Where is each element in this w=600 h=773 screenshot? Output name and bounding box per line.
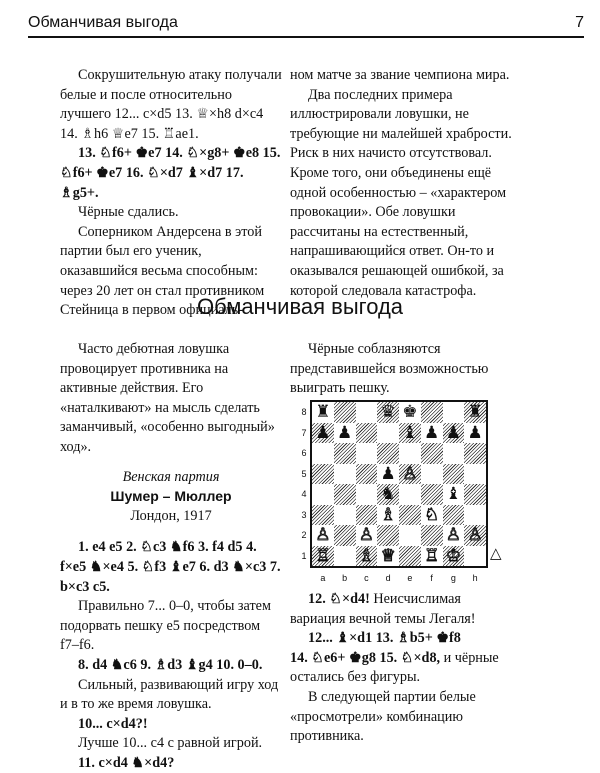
board-square — [399, 546, 421, 567]
board-square — [443, 443, 465, 464]
bottom-left-column — [60, 340, 282, 773]
paragraph: Два последних примера иллюстрировали ловушки, не требующие ни малейшей храбрости. Риск в них начисто отсутствовал. Кроме того, они объединены ещё одной особенностью – «характером провокации». Обе ловушки рассчитаны на естественный, напрашивающийся ответ. Он-то и оказывался решающей ошибкой, за которой следовала катастрофа. — [290, 86, 512, 299]
paragraph: и чёрные остались без фигуры. — [290, 649, 499, 686]
board-square — [399, 484, 421, 505]
file-label: g — [450, 573, 456, 583]
chess-piece-d1: ♕ — [380, 545, 396, 566]
paragraph: Неисчислимая вариация вечной темы Легаля! — [290, 591, 476, 627]
game-place: Лондон, 1917 — [130, 507, 212, 524]
board-square — [399, 525, 421, 546]
board-square — [334, 525, 356, 546]
top-left-column — [60, 66, 282, 321]
board-square — [443, 464, 465, 485]
chess-piece-c2: ♙ — [358, 525, 374, 545]
paragraph: Сокрушительную атаку получали белые и после относительно лучшего 12... c×d5 13. ♕×h8 d×c4 14. ♗h6 ♕e7 15. ♖ae1. — [60, 67, 282, 142]
file-label: h — [472, 573, 478, 583]
game-type: Венская партия — [122, 468, 220, 485]
top-right-column — [290, 66, 512, 301]
chess-piece-g4: ♝ — [445, 484, 461, 504]
board-square — [356, 505, 378, 526]
board-square — [399, 443, 421, 464]
chess-piece-d8: ♛ — [380, 402, 396, 422]
board-square — [421, 443, 443, 464]
board-square — [421, 484, 443, 505]
board-square — [464, 546, 486, 567]
board-square — [464, 505, 486, 526]
chess-piece-f7: ♟ — [424, 422, 440, 443]
page-header — [28, 12, 584, 38]
page-number: 7 — [575, 14, 584, 31]
paragraph: Правильно 7... 0–0, чтобы затем подорвать пешку e5 посредством f7–f6. — [60, 598, 271, 654]
move-line: 11. c×d4 ♞×d4? — [78, 754, 175, 771]
rank-label: 2 — [301, 530, 307, 540]
board-square — [334, 402, 356, 423]
file-label: a — [320, 573, 326, 583]
move-line: 13. ♘f6+ ♚e7 14. ♘×g8+ ♚e8 15. ♘f6+ ♚e7 16. ♘×d7 ♝×d7 17. ♗g5+. — [60, 145, 281, 201]
chess-piece-c1: ♗ — [358, 545, 374, 566]
rank-label: 8 — [301, 407, 307, 417]
move-line: 14. ♘e6+ ♚g8 15. ♘×d8, — [290, 649, 441, 666]
chess-piece-d4: ♞ — [380, 484, 396, 504]
board-square — [464, 464, 486, 485]
chess-piece-a7: ♟ — [315, 422, 331, 443]
board-square — [356, 402, 378, 423]
board-square — [377, 443, 399, 464]
running-title: Обманчивая выгода — [28, 14, 178, 31]
board-square — [334, 443, 356, 464]
board-square — [356, 464, 378, 485]
board-square — [334, 546, 356, 567]
file-label: e — [407, 573, 413, 583]
board-square — [356, 443, 378, 464]
move-line: 12. ♘×d4! — [308, 591, 370, 607]
move-line: 1. e4 e5 2. ♘c3 ♞f6 3. f4 d5 4. f×e5 ♞×e4 5. ♘f3 ♝e7 6. d3 ♞×c3 7. b×c3 c5. — [60, 539, 281, 595]
game-players: Шумер – Мюллер — [110, 488, 232, 505]
file-label: c — [364, 573, 369, 583]
white-to-move-icon: △ — [490, 544, 502, 562]
board-square — [399, 505, 421, 526]
board-square — [421, 464, 443, 485]
rank-label: 5 — [301, 468, 307, 479]
board-square — [421, 402, 443, 423]
board-square — [312, 464, 334, 485]
rank-label: 1 — [301, 550, 307, 561]
rank-label: 4 — [301, 489, 307, 499]
paragraph: Часто дебютная ловушка провоцирует противника на активные действия. Его «наталкивают» на мысль сделать заманчивый, «особенно выгодный» ход». — [60, 341, 275, 455]
chess-piece-g1: ♔ — [445, 545, 461, 566]
board-square — [443, 402, 465, 423]
chess-piece-d5: ♟ — [380, 463, 396, 484]
board-square — [312, 443, 334, 464]
move-line: 8. d4 ♞c6 9. ♗d3 ♝g4 10. 0–0. — [78, 656, 263, 673]
chess-piece-h7: ♟ — [467, 422, 483, 443]
chess-piece-f1: ♖ — [424, 545, 440, 566]
paragraph: Лучше 10... c4 с равной игрой. — [78, 735, 263, 752]
board-square — [334, 484, 356, 505]
paragraph: В следующей партии белые «просмотрели» комбинацию противника. — [290, 688, 476, 745]
chess-piece-a8: ♜ — [315, 402, 331, 422]
file-label: f — [430, 573, 433, 583]
chess-piece-e7: ♝ — [402, 422, 418, 443]
section-title: Обманчивая выгода — [196, 294, 404, 319]
board-square — [312, 484, 334, 505]
paragraph: Сильный, развивающий игру ход и в то же время ловушка. — [60, 676, 279, 713]
bottom-right-column-top — [290, 340, 512, 399]
move-line: 10... c×d4?! — [78, 715, 148, 732]
rank-label: 3 — [301, 509, 307, 520]
chess-piece-g7: ♟ — [445, 422, 461, 443]
chess-piece-b7: ♟ — [337, 422, 353, 443]
board-square — [464, 484, 486, 505]
board-square — [377, 525, 399, 546]
board-square — [464, 443, 486, 464]
chess-piece-h8: ♜ — [467, 402, 483, 422]
paragraph: Чёрные сдались. — [78, 204, 179, 221]
board-square — [334, 505, 356, 526]
file-label: b — [342, 573, 348, 583]
board-square — [421, 525, 443, 546]
board-square — [356, 484, 378, 505]
board-square — [312, 505, 334, 526]
chess-piece-e5: ♙ — [402, 463, 418, 484]
chess-piece-d3: ♗ — [380, 504, 396, 525]
paragraph: Чёрные соблазняются представившейся возможностью выиграть пешку. — [290, 341, 489, 397]
chess-piece-a1: ♖ — [315, 545, 331, 566]
chess-piece-a2: ♙ — [315, 525, 331, 545]
move-line: 12... ♝×d1 13. ♗b5+ ♚f8 — [308, 630, 461, 647]
board-square — [356, 423, 378, 444]
chess-piece-h2: ♙ — [467, 525, 483, 545]
board-square — [443, 505, 465, 526]
chess-diagram — [296, 398, 502, 588]
bottom-right-column — [290, 590, 512, 747]
rank-label: 7 — [301, 427, 307, 438]
file-label: d — [385, 573, 391, 583]
board-square — [377, 423, 399, 444]
paragraph: Соперником Андерсена в этой партии был его ученик, оказавшийся весьма способным: через 20 лет он стал противником Стейница в первом официаль- — [60, 223, 265, 319]
rank-label: 6 — [301, 448, 307, 458]
chess-piece-g2: ♙ — [445, 525, 461, 545]
chess-board — [310, 400, 488, 568]
board-square — [334, 464, 356, 485]
paragraph: ном матче за звание чемпиона мира. — [290, 67, 510, 83]
chess-piece-e8: ♚ — [402, 402, 418, 422]
chess-piece-f3: ♘ — [424, 504, 440, 525]
